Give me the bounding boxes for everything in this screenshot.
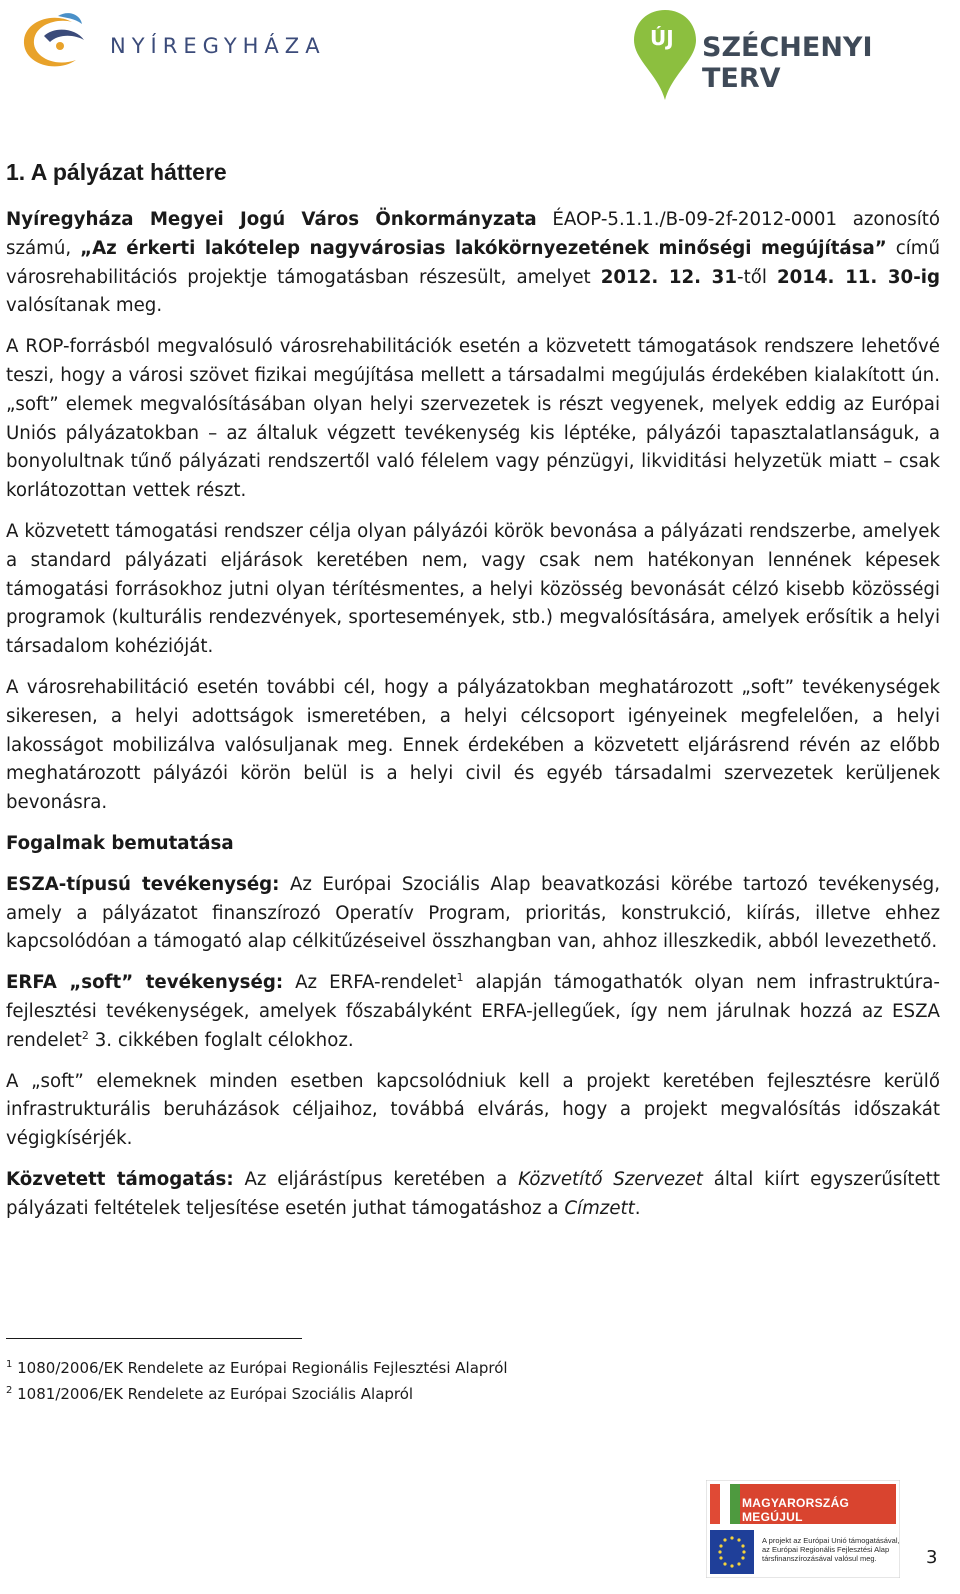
start-date: 2012. 12. 31 bbox=[600, 266, 737, 288]
page-header bbox=[0, 0, 960, 110]
nyiregyhaza-logo bbox=[14, 6, 324, 76]
funding-badge-text: A projekt az Európai Unió támogatásával, az Európai Regionális Fejlesztési Alap társfinanszírozásával valósul meg. bbox=[762, 1536, 900, 1563]
esza-term: ESZA-típusú tevékenység: bbox=[6, 873, 280, 895]
esza-definition: ESZA-típusú tevékenység: Az Európai Szociális Alap beavatkozási körébe tartozó tevékenység, amely a pályázatot finanszírozó Operatív Program, prioritás, konstrukció, kiírás, illetve ehhez kapcsolódóan a támogató alap célkitűzéseivel összhangban van, ahhoz illeszkedik, abból levezethető. bbox=[6, 873, 940, 953]
erfa-definition: ERFA „soft” tevékenység: Az ERFA-rendelet$^1$ alapján támogathatók olyan nem infrastruktúra-fejlesztési tevékenységek, amelyek főszabályként ERFA-jellegűek, így nem járulnak hozzá az ESZA rendelet$^2$ 3. cikkében foglalt célokhoz. bbox=[6, 971, 940, 1051]
recipient: Címzett bbox=[564, 1197, 635, 1219]
szechenyi-pin-icon bbox=[630, 4, 700, 104]
organization-name: Nyíregyháza Megyei Jogú Város Önkormányzata bbox=[6, 209, 537, 230]
footnote-1: $^1$ 1080/2006/EK Rendelete az Európai Regionális Fejlesztési Alapról bbox=[6, 1359, 508, 1377]
soft-elements-paragraph: A „soft” elemeknek minden esetben kapcsolódniuk kell a projekt keretében fejlesztésre kerülő infrastrukturális beruházások céljaihoz, továbbá elvárás, hogy a projekt megvalósítás időszakát végigkísérjék. bbox=[6, 1070, 940, 1150]
kozvetett-definition: Közvetett támogatás: Az eljárástípus keretében a Közvetítő Szervezet által kiírt egyszerűsített pályázati feltételek teljesítése esetén juthat támogatáshoz a Címzett. bbox=[6, 1168, 940, 1219]
concepts-subheading: Fogalmak bemutatása bbox=[6, 832, 234, 854]
intermediary-org: Közvetítő Szervezet bbox=[518, 1168, 703, 1190]
page-number: 3 bbox=[926, 1547, 938, 1568]
nyiregyhaza-emblem-icon bbox=[14, 6, 104, 76]
footnote-2: $^2$ 1081/2006/EK Rendelete az Európai Szociális Alapról bbox=[6, 1385, 414, 1403]
footnote-separator bbox=[6, 1338, 302, 1339]
nyiregyhaza-logo-text: NYÍREGYHÁZA bbox=[110, 34, 326, 58]
end-date: 2014. 11. 30-ig bbox=[776, 266, 940, 288]
rop-paragraph: A ROP-forrásból megvalósuló városrehabilitációk esetén a közvetett támogatások rendszere lehetővé teszi, hogy a városi szövet fizikai megújítása mellett a társadalmi megújulás érdekében kialakított ún. „soft” elemek megvalósításában olyan helyi szervezetek is részt vegyenek, melyek eddig az Európai Uniós pályázatokban – az általuk végzett tevékenység kis léptéke, pályázói tapasztalatlanságuk, a bonyolultnak tűnő pályázati rendszertől való félelem vagy pénzügyi, likviditási helyzetük miatt – csak korlátozottan vettek részt. bbox=[6, 336, 940, 502]
erfa-term: ERFA „soft” tevékenység: bbox=[6, 972, 284, 994]
urban-rehab-paragraph: A városrehabilitáció esetén további cél, hogy a pályázatokban meghatározott „soft” tevékenységek sikeresen, a helyi adottságok ismeretében, a helyi célcsoport igényeinek megfelelően, a helyi lakosságot mobilizálva valósuljanak meg. Ennek érdekében a közvetett eljárásrend révén az előbb meghatározott pályázói körön belül is a helyi civil és egyéb társadalmi szervezetek kerüljenek bevonásra. bbox=[6, 676, 940, 814]
project-title: „Az érkerti lakótelep nagyvárosias lakókörnyezetének minőségi megújítása” bbox=[80, 237, 887, 259]
footnote-ref-2[interactable]: 2 bbox=[81, 1028, 89, 1042]
funding-badge-graphic bbox=[706, 1480, 900, 1578]
footnote-ref-1[interactable]: 1 bbox=[456, 971, 464, 985]
szechenyi-logo-text: SZÉCHENYI TERV bbox=[702, 32, 873, 94]
szechenyi-uj-text: ÚJ bbox=[650, 26, 674, 50]
funding-badge-title: MAGYARORSZÁG MEGÚJUL bbox=[742, 1496, 850, 1524]
kozvetett-term: Közvetett támogatás: bbox=[6, 1168, 234, 1190]
funding-badge bbox=[706, 1480, 900, 1578]
section-heading: 1. A pályázat háttere bbox=[6, 159, 227, 185]
indirect-support-paragraph: A közvetett támogatási rendszer célja olyan pályázói körök bevonása a pályázati rendszerbe, amelyek a standard pályázati eljárások keretében nem, vagy csak nem hatékonyan lennének képesek támogatási forrásokhoz jutni olyan térítésmentes, a helyi közösség bevonását célzó kisebb közösségi programok (kulturális rendezvények, sportesemények, stb.) megvalósítására, amelyek erősítik a helyi társadalom kohézióját. bbox=[6, 520, 940, 658]
szechenyi-terv-logo bbox=[630, 4, 930, 104]
document-body bbox=[6, 155, 940, 1236]
intro-paragraph: Nyíregyháza Megyei Jogú Város Önkormányzata ÉAOP-5.1.1./B-09-2f-2012-0001 azonosító számú, „Az érkerti lakótelep nagyvárosias lakókörnyezetének minőségi megújítása” című városrehabilitációs projektje támogatásban részesült, amelyet 2012. 12. 31-től 2014. 11. 30-ig valósítanak meg. bbox=[6, 209, 941, 317]
footnotes bbox=[6, 1355, 906, 1407]
